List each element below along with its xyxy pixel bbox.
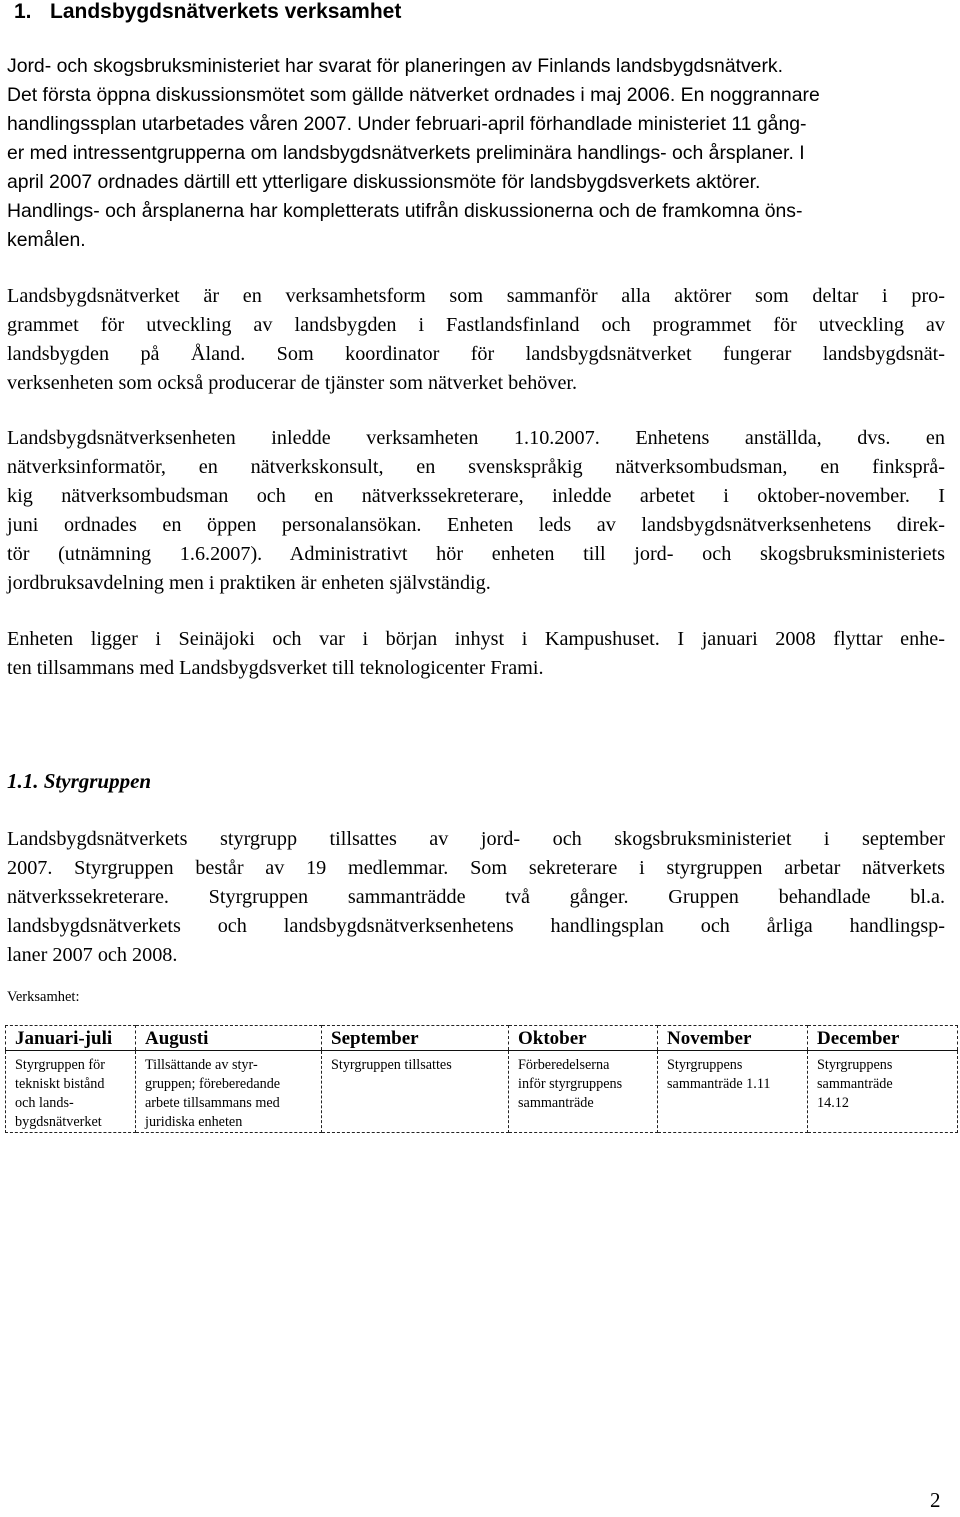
text-line: nätverksinformatör, en nätverkskonsult, en svenskspråkig nätverksombudsman, en finksprå- bbox=[7, 456, 945, 478]
text-line: 2007. Styrgruppen består av 19 medlemmar. Som sekreterare i styrgruppen arbetar nätverkets bbox=[7, 857, 945, 879]
table-cell bbox=[808, 1051, 958, 1133]
text-line: landsbygdsnätverkets och landsbygdsnätverksenhetens handlingsplan och årliga handlingsp- bbox=[7, 915, 945, 937]
cell-line: 14.12 bbox=[817, 1095, 849, 1111]
paragraph-unit-staff bbox=[7, 424, 945, 598]
table-cell bbox=[658, 1051, 808, 1133]
paragraph-planning bbox=[7, 52, 945, 255]
subsection-heading: 1.1. Styrgruppen bbox=[7, 769, 152, 793]
page-number: 2 bbox=[930, 1488, 941, 1512]
text-line: handlingssplan utarbetades våren 2007. Under februari-april förhandlade ministeriet 11 gång- bbox=[7, 113, 807, 135]
text-line: Landsbygdsnätverksenheten inledde verksamheten 1.10.2007. Enhetens anställda, dvs. en bbox=[7, 427, 945, 449]
text-line: Landsbygdsnätverkets styrgrupp tillsattes av jord- och skogsbruksministeriet i september bbox=[7, 828, 945, 850]
table-cell bbox=[6, 1051, 136, 1133]
text-line: Jord- och skogsbruksministeriet har svarat för planeringen av Finlands landsbygdsnätverk. bbox=[7, 55, 784, 77]
text-line: tör (utnämning 1.6.2007). Administrativt hör enheten till jord- och skogsbruksministeriets bbox=[7, 543, 945, 565]
column-header: November bbox=[658, 1026, 808, 1051]
table-header-row bbox=[6, 1026, 958, 1051]
text-line: laner 2007 och 2008. bbox=[7, 944, 178, 966]
column-header: Augusti bbox=[136, 1026, 322, 1051]
text-line: Landsbygdsnätverket är en verksamhetsform som sammanför alla aktörer som deltar i pro- bbox=[7, 285, 945, 307]
text-line: kemålen. bbox=[7, 229, 86, 251]
cell-line: gruppen; föreberedande bbox=[145, 1076, 281, 1092]
cell-line: sammanträde 1.11 bbox=[667, 1076, 771, 1092]
cell-line: inför styrgruppens bbox=[518, 1076, 623, 1092]
cell-line: och lands- bbox=[15, 1095, 74, 1111]
column-header: Januari-juli bbox=[6, 1026, 136, 1051]
column-header: December bbox=[808, 1026, 958, 1051]
text-line: er med intressentgrupperna om landsbygdsnätverkets preliminära handlings- och årsplaner. I bbox=[7, 142, 805, 164]
cell-line: Tillsättande av styr- bbox=[145, 1057, 258, 1073]
cell-line: Förberedelserna bbox=[518, 1057, 610, 1073]
section-number: 1. bbox=[14, 0, 32, 23]
column-header: Oktober bbox=[509, 1026, 658, 1051]
cell-line: sammanträde bbox=[817, 1076, 893, 1092]
cell-line: Styrgruppens bbox=[817, 1057, 893, 1073]
cell-line: Styrgruppen tillsattes bbox=[331, 1057, 452, 1073]
cell-line: tekniskt bistånd bbox=[15, 1076, 105, 1092]
section-title: Landsbygdsnätverkets verksamhet bbox=[50, 0, 402, 23]
text-line: jordbruksavdelning men i praktiken är enheten självständig. bbox=[7, 572, 491, 594]
cell-line: Styrgruppen för bbox=[15, 1057, 105, 1073]
cell-line: sammanträde bbox=[518, 1095, 594, 1111]
paragraph-steering-group bbox=[7, 825, 945, 970]
text-line: nätverkssekreterare. Styrgruppen sammanträdde två gånger. Gruppen behandlade bl.a. bbox=[7, 886, 945, 908]
text-line: landsbygden på Åland. Som koordinator för landsbygdsnätverket fungerar landsbygdsnät- bbox=[7, 343, 945, 365]
table-cell bbox=[136, 1051, 322, 1133]
table-cell bbox=[322, 1051, 509, 1133]
text-line: kig nätverksombudsman och en nätverkssekreterare, inledde arbetet i oktober-november. I bbox=[7, 485, 945, 507]
paragraph-network-definition bbox=[7, 282, 945, 398]
text-line: grammet för utveckling av landsbygden i Fastlandsfinland och programmet för utveckling av bbox=[7, 314, 945, 336]
text-line: ten tillsammans med Landsbygdsverket till teknologicenter Frami. bbox=[7, 657, 544, 679]
paragraph-location bbox=[7, 625, 945, 683]
table-cell bbox=[509, 1051, 658, 1133]
text-line: Handlings- och årsplanerna har kompletterats utifrån diskussionerna och de framkomna öns- bbox=[7, 200, 803, 222]
cell-line: juridiska enheten bbox=[145, 1114, 243, 1130]
cell-line: arbete tillsammans med bbox=[145, 1095, 280, 1111]
table-row bbox=[6, 1051, 958, 1133]
text-line: Enheten ligger i Seinäjoki och var i början inhyst i Kampushuset. I januari 2008 flyttar enhe- bbox=[7, 628, 945, 650]
cell-line: bygdsnätverket bbox=[15, 1114, 102, 1130]
text-line: april 2007 ordnades därtill ett ytterligare diskussionsmöte för landsbygdsverkets aktörer. bbox=[7, 171, 761, 193]
column-header: September bbox=[322, 1026, 509, 1051]
text-line: juni ordnades en öppen personalansökan. Enheten leds av landsbygdsnätverksenhetens direk- bbox=[7, 514, 945, 536]
text-line: verksenheten som också producerar de tjänster som nätverket behöver. bbox=[7, 372, 578, 394]
table-caption: Verksamhet: bbox=[7, 989, 80, 1005]
activity-table bbox=[5, 1025, 958, 1133]
text-line: Det första öppna diskussionsmötet som gällde nätverket ordnades i maj 2006. En noggrannare bbox=[7, 84, 820, 106]
cell-line: Styrgruppens bbox=[667, 1057, 743, 1073]
section-heading bbox=[14, 0, 401, 26]
